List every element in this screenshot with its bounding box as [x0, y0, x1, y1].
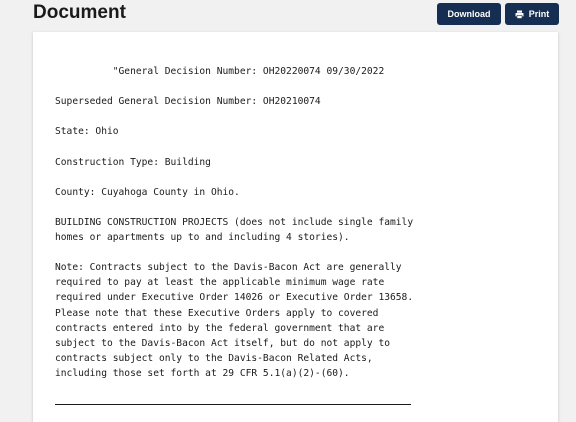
document-card [33, 32, 558, 422]
document-line: Superseded General Decision Number: OH20210074 [55, 96, 321, 108]
separator-line [55, 404, 411, 405]
document-text [55, 64, 413, 381]
document-line: subject to the Davis-Bacon Act itself, but do not apply to [55, 337, 391, 349]
document-line: required to pay at least the applicable minimum wage rate [55, 277, 385, 289]
document-line: contracts subject only to the Davis-Bacon Related Acts, [55, 352, 373, 364]
download-button[interactable] [437, 3, 501, 25]
print-icon [515, 10, 524, 19]
page-header [0, 0, 576, 30]
document-line: Note: Contracts subject to the Davis-Bacon Act are generally [55, 262, 402, 274]
document-line: contracts entered into by the federal government that are [55, 322, 385, 334]
document-line: BUILDING CONSTRUCTION PROJECTS (does not include single family [55, 216, 414, 228]
document-line: homes or apartments up to and including 4 stories). [55, 232, 350, 244]
document-line: required under Executive Order 14026 or Executive Order 13658. [55, 292, 414, 304]
document-line: State: Ohio [55, 126, 119, 138]
document-line: "General Decision Number: OH20220074 09/30/2022 [55, 66, 385, 77]
document-line: Please note that these Executive Orders apply to covered [55, 307, 379, 319]
print-button[interactable] [505, 3, 559, 25]
document-line: Construction Type: Building [55, 156, 211, 168]
download-button-label: Download [447, 9, 491, 19]
document-line: including those set forth at 29 CFR 5.1(a)(2)-(60). [55, 367, 350, 379]
print-button-label: Print [528, 9, 550, 19]
page-title: Document [33, 2, 126, 23]
document-line: County: Cuyahoga County in Ohio. [55, 186, 240, 198]
